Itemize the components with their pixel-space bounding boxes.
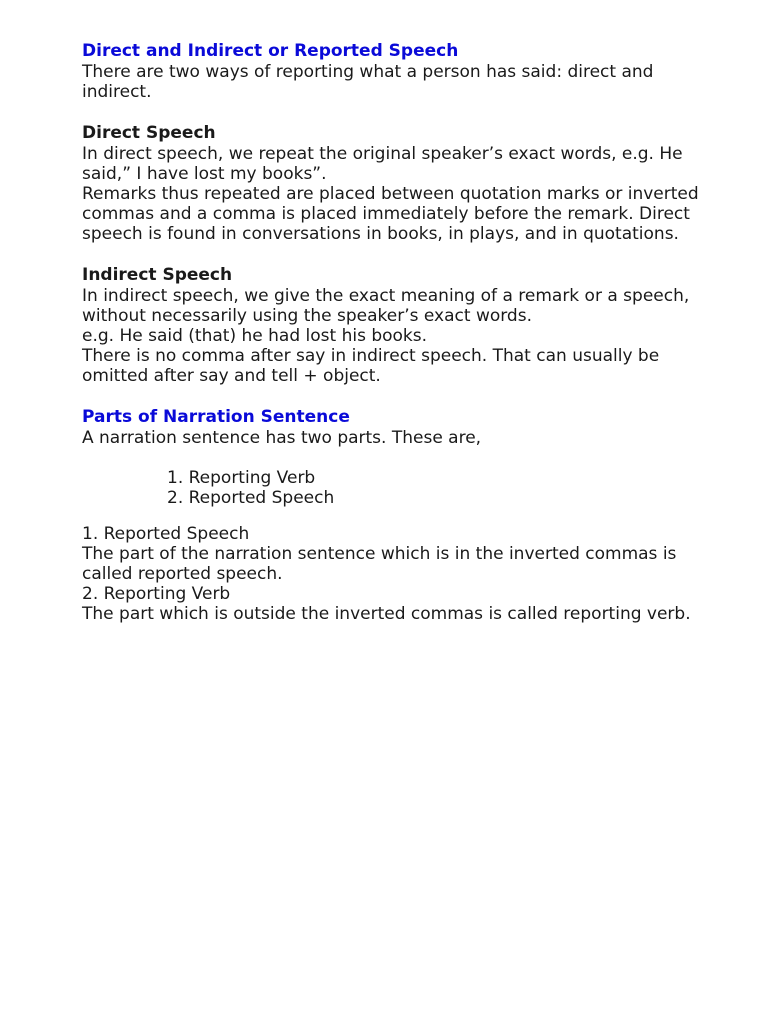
direct-speech-section <box>82 122 708 244</box>
intro-section <box>82 40 708 102</box>
reporting-verb-definition: The part which is outside the inverted commas is called reporting verb. <box>82 604 691 624</box>
list-item: 2. Reported Speech <box>167 488 335 508</box>
indirect-speech-paragraph-1: In indirect speech, we give the exact meaning of a remark or a speech, without necessarily using the speaker’s exact words. <box>82 286 690 326</box>
reported-speech-title: 1. Reported Speech <box>82 524 250 544</box>
narration-parts-section <box>82 406 708 624</box>
reporting-verb-title: 2. Reporting Verb <box>82 584 231 604</box>
intro-heading: Direct and Indirect or Reported Speech <box>82 41 459 61</box>
indirect-speech-paragraph-3: There is no comma after say in indirect speech. That can usually be omitted after say and tell + object. <box>82 346 660 386</box>
indirect-speech-example: e.g. He said (that) he had lost his books. <box>82 326 428 346</box>
indirect-speech-section <box>82 264 708 386</box>
direct-speech-paragraph-2: Remarks thus repeated are placed between quotation marks or inverted commas and a comma is placed immediately before the remark. Direct speech is found in conversations in books, in plays, and in quotations. <box>82 184 699 244</box>
intro-paragraph: There are two ways of reporting what a person has said: direct and indirect. <box>82 62 654 102</box>
indirect-speech-heading: Indirect Speech <box>82 265 233 285</box>
list-item: 1. Reporting Verb <box>167 468 316 488</box>
narration-parts-list <box>82 468 708 508</box>
direct-speech-heading: Direct Speech <box>82 123 216 143</box>
reported-speech-definition: The part of the narration sentence which is in the inverted commas is called reported speech. <box>82 544 677 584</box>
direct-speech-paragraph-1: In direct speech, we repeat the original speaker’s exact words, e.g. He said,” I have lost my books”. <box>82 144 683 184</box>
narration-parts-heading: Parts of Narration Sentence <box>82 407 350 427</box>
narration-parts-intro: A narration sentence has two parts. These are, <box>82 428 482 448</box>
